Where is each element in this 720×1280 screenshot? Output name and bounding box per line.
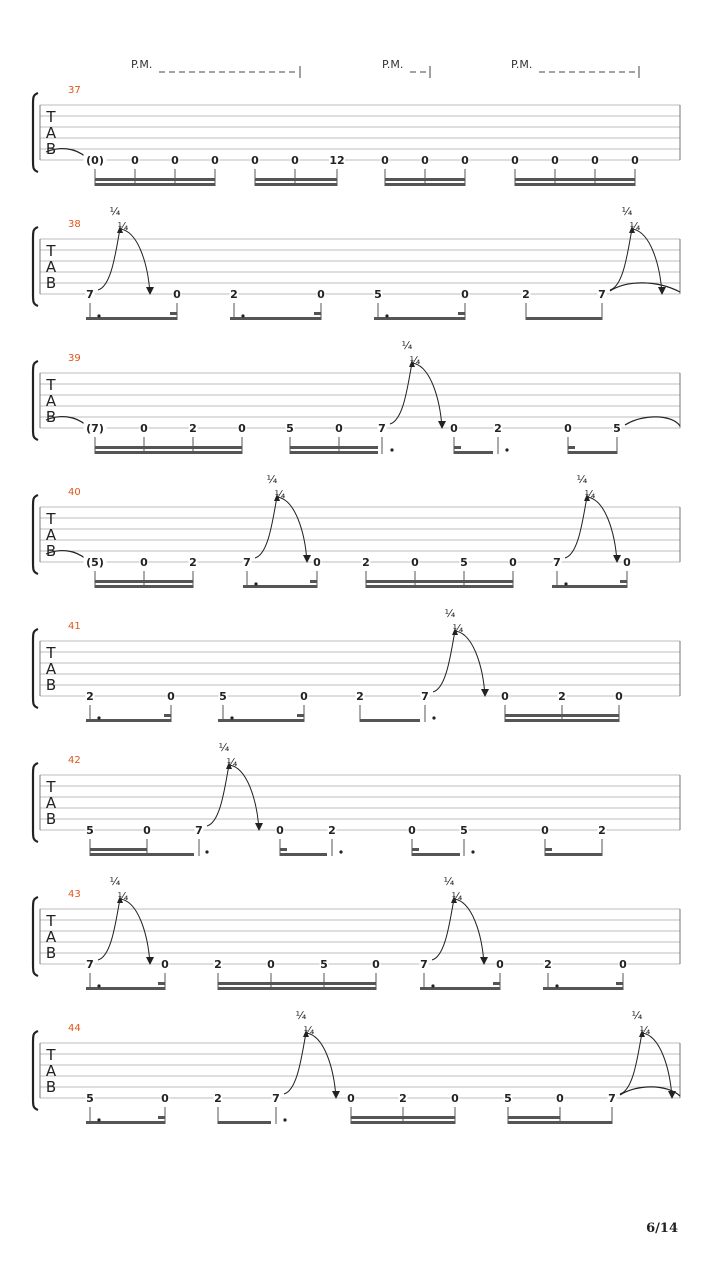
fret-number: 0	[461, 154, 469, 167]
bend-curve	[98, 899, 120, 960]
fret-number: 0	[291, 154, 299, 167]
bend-amount: ¼	[639, 1024, 651, 1037]
beam	[412, 853, 460, 856]
fret-number: (5)	[86, 556, 104, 569]
fret-number: 0	[131, 154, 139, 167]
fret-number: 2	[399, 1092, 407, 1105]
beam	[420, 987, 500, 990]
beam	[366, 580, 513, 583]
fret-number: 0	[171, 154, 179, 167]
fret-number: 5	[460, 556, 468, 569]
dotted-note	[241, 314, 244, 317]
palm-mute-label: P.M.	[382, 58, 404, 71]
tie-arc	[625, 417, 680, 426]
beam	[90, 853, 194, 856]
fret-number: 0	[143, 824, 151, 837]
beam-stub	[458, 312, 465, 315]
beam-stub	[568, 446, 575, 449]
dotted-note	[283, 1118, 286, 1121]
beam	[543, 987, 623, 990]
fret-number: 7	[378, 422, 386, 435]
measure-number: 40	[68, 487, 81, 498]
fret-number: 0	[564, 422, 572, 435]
beam	[515, 183, 635, 186]
tab-clef-letter: T	[46, 108, 56, 126]
bend-amount: ¼	[117, 220, 129, 233]
beam-stub	[620, 580, 627, 583]
fret-number: 7	[272, 1092, 280, 1105]
beam	[351, 1121, 455, 1124]
beam	[255, 178, 337, 181]
dotted-note	[505, 448, 508, 451]
dotted-note	[471, 850, 474, 853]
fret-number: 0	[509, 556, 517, 569]
beam-stub	[170, 312, 177, 315]
tab-clef-letter: B	[45, 408, 57, 426]
fret-number: 2	[544, 958, 552, 971]
tab-clef-letter: A	[45, 124, 57, 142]
fret-number: 2	[494, 422, 502, 435]
measure-number: 43	[68, 889, 81, 900]
fret-number: 0	[541, 824, 549, 837]
fret-number: 2	[189, 556, 197, 569]
fret-number: 0	[421, 154, 429, 167]
beam	[280, 853, 327, 856]
beam-stub	[454, 446, 461, 449]
beam	[95, 451, 242, 454]
tab-clef-letter: T	[46, 778, 56, 796]
bend-amount: ¼	[443, 875, 455, 888]
bend-curve	[432, 899, 454, 960]
beam-stub	[164, 714, 171, 717]
fret-number: 5	[86, 824, 94, 837]
bend-amount: ¼	[451, 890, 463, 903]
measure-number: 42	[68, 755, 81, 766]
bend-curve	[284, 1033, 306, 1094]
fret-number: 0	[411, 556, 419, 569]
tab-clef-letter: T	[46, 644, 56, 662]
fret-number: 7	[86, 288, 94, 301]
fret-number: 0	[496, 958, 504, 971]
beam-stub	[508, 1116, 560, 1119]
beam	[515, 178, 635, 181]
fret-number: 0	[335, 422, 343, 435]
beam-stub	[412, 848, 419, 851]
beam-stub	[90, 848, 147, 851]
beam-stub	[158, 1116, 165, 1119]
measure-42	[33, 741, 680, 856]
measure-39	[33, 339, 680, 454]
tab-clef-letter: B	[45, 140, 57, 158]
tab-clef-letter: B	[45, 1078, 57, 1096]
bend-amount: ¼	[444, 607, 456, 620]
fret-number: 2	[230, 288, 238, 301]
fret-number: 0	[450, 422, 458, 435]
bend-amount: ¼	[303, 1024, 315, 1037]
beam	[385, 178, 465, 181]
bend-amount: ¼	[109, 875, 121, 888]
tie-arc	[610, 283, 680, 292]
beam-stub	[280, 848, 287, 851]
fret-number: 0	[501, 690, 509, 703]
measure-37	[33, 85, 680, 186]
beam	[255, 183, 337, 186]
palm-mute-label: P.M.	[511, 58, 533, 71]
bend-curve	[98, 229, 120, 290]
tab-clef-letter: A	[45, 794, 57, 812]
system-bracket	[33, 629, 38, 708]
fret-number: 0	[167, 690, 175, 703]
dotted-note	[555, 984, 558, 987]
bend-amount: ¼	[409, 354, 421, 367]
beam	[290, 451, 378, 454]
fret-number: 0	[173, 288, 181, 301]
fret-number: 2	[189, 422, 197, 435]
measure-number: 39	[68, 353, 81, 364]
beam	[552, 585, 627, 588]
beam-stub	[297, 714, 304, 717]
fret-number: 0	[451, 1092, 459, 1105]
fret-number: 5	[286, 422, 294, 435]
page-number: 6/14	[646, 1221, 678, 1236]
dotted-note	[339, 850, 342, 853]
beam-stub	[493, 982, 500, 985]
beam	[385, 183, 465, 186]
fret-number: (7)	[86, 422, 104, 435]
beam	[243, 585, 317, 588]
dotted-note	[97, 716, 100, 719]
dotted-note	[432, 716, 435, 719]
dotted-note	[230, 716, 233, 719]
bend-amount: ¼	[109, 205, 121, 218]
beam	[360, 719, 420, 722]
fret-number: 0	[140, 556, 148, 569]
tab-clef-letter: B	[45, 542, 57, 560]
fret-number: 7	[553, 556, 561, 569]
dotted-note	[97, 984, 100, 987]
tab-clef-letter: B	[45, 274, 57, 292]
bend-amount: ¼	[226, 756, 238, 769]
fret-number: 12	[329, 154, 345, 167]
fret-number: 0	[317, 288, 325, 301]
bend-amount: ¼	[621, 205, 633, 218]
dotted-note	[390, 448, 393, 451]
fret-number: 7	[420, 958, 428, 971]
fret-number: 2	[558, 690, 566, 703]
fret-number: 0	[267, 958, 275, 971]
beam-stub	[310, 580, 317, 583]
dotted-note	[254, 582, 257, 585]
measure-43	[33, 875, 680, 990]
fret-number: 0	[211, 154, 219, 167]
fret-number: 7	[243, 556, 251, 569]
bend-curve	[390, 363, 412, 424]
bend-amount: ¼	[401, 339, 413, 352]
beam	[545, 853, 602, 856]
tab-clef-letter: A	[45, 258, 57, 276]
bend-curve	[610, 229, 632, 290]
fret-number: 2	[362, 556, 370, 569]
dotted-note	[431, 984, 434, 987]
fret-number: 7	[598, 288, 606, 301]
tab-clef-letter: T	[46, 912, 56, 930]
beam	[95, 580, 193, 583]
dotted-note	[97, 1118, 100, 1121]
system-bracket	[33, 1031, 38, 1110]
beam	[218, 1121, 271, 1124]
fret-number: 2	[356, 690, 364, 703]
system-bracket	[33, 93, 38, 172]
beam-stub	[314, 312, 321, 315]
tab-clef-letter: B	[45, 944, 57, 962]
fret-number: 0	[161, 1092, 169, 1105]
fret-number: 5	[613, 422, 621, 435]
fret-number: 0	[551, 154, 559, 167]
bend-curve	[255, 497, 277, 558]
bend-amount: ¼	[452, 622, 464, 635]
fret-number: 2	[86, 690, 94, 703]
measure-number: 37	[68, 85, 81, 96]
bend-amount: ¼	[295, 1009, 307, 1022]
fret-number: 0	[619, 958, 627, 971]
bend-amount: ¼	[631, 1009, 643, 1022]
beam-stub	[545, 848, 552, 851]
fret-number: 0	[461, 288, 469, 301]
beam	[218, 719, 304, 722]
beam	[86, 1121, 165, 1124]
fret-number: 0	[631, 154, 639, 167]
fret-number: 0	[381, 154, 389, 167]
palm-mute-label: P.M.	[131, 58, 153, 71]
bend-amount: ¼	[584, 488, 596, 501]
dotted-note	[205, 850, 208, 853]
beam	[366, 585, 513, 588]
tab-clef-letter: B	[45, 676, 57, 694]
fret-number: 0	[276, 824, 284, 837]
system-bracket	[33, 763, 38, 842]
beam	[290, 446, 378, 449]
fret-number: 7	[608, 1092, 616, 1105]
fret-number: 0	[347, 1092, 355, 1105]
fret-number: 0	[300, 690, 308, 703]
beam	[95, 446, 242, 449]
measure-38	[33, 205, 680, 320]
beam	[86, 987, 165, 990]
bend-amount: ¼	[629, 220, 641, 233]
beam	[508, 1121, 612, 1124]
tab-clef-letter: A	[45, 660, 57, 678]
fret-number: 0	[251, 154, 259, 167]
fret-number: 5	[219, 690, 227, 703]
bend-curve	[207, 765, 229, 826]
tab-clef-letter: B	[45, 810, 57, 828]
bend-amount: ¼	[117, 890, 129, 903]
beam	[526, 317, 602, 320]
beam	[568, 451, 617, 454]
fret-number: 7	[421, 690, 429, 703]
bend-curve	[620, 1033, 642, 1094]
measure-number: 41	[68, 621, 81, 632]
tab-clef-letter: A	[45, 928, 57, 946]
beam-stub	[616, 982, 623, 985]
fret-number: 2	[214, 958, 222, 971]
beam	[454, 451, 493, 454]
fret-number: 7	[195, 824, 203, 837]
fret-number: 0	[591, 154, 599, 167]
measure-number: 38	[68, 219, 81, 230]
tab-clef-letter: A	[45, 392, 57, 410]
beam-stub	[158, 982, 165, 985]
tab-clef-letter: A	[45, 526, 57, 544]
tab-clef-letter: A	[45, 1062, 57, 1080]
fret-number: 2	[214, 1092, 222, 1105]
measure-44	[33, 1009, 680, 1124]
fret-number: 7	[86, 958, 94, 971]
dotted-note	[97, 314, 100, 317]
fret-number: 2	[598, 824, 606, 837]
fret-number: 2	[328, 824, 336, 837]
fret-number: (0)	[86, 154, 104, 167]
measure-40	[33, 473, 680, 588]
beam	[505, 714, 619, 717]
fret-number: 0	[623, 556, 631, 569]
fret-number: 0	[372, 958, 380, 971]
fret-number: 5	[504, 1092, 512, 1105]
tab-clef-letter: T	[46, 1046, 56, 1064]
fret-number: 0	[161, 958, 169, 971]
tab-clef-letter: T	[46, 376, 56, 394]
tab-clef-letter: T	[46, 242, 56, 260]
bend-amount: ¼	[274, 488, 286, 501]
system-bracket	[33, 495, 38, 574]
beam	[218, 987, 376, 990]
system-bracket	[33, 227, 38, 306]
beam	[95, 178, 215, 181]
measure-number: 44	[68, 1023, 81, 1034]
system-bracket	[33, 361, 38, 440]
fret-number: 5	[374, 288, 382, 301]
fret-number: 0	[140, 422, 148, 435]
bend-amount: ¼	[576, 473, 588, 486]
bend-curve	[433, 631, 455, 692]
bend-amount: ¼	[218, 741, 230, 754]
fret-number: 0	[556, 1092, 564, 1105]
beam	[95, 585, 193, 588]
fret-number: 0	[408, 824, 416, 837]
fret-number: 0	[511, 154, 519, 167]
bend-amount: ¼	[266, 473, 278, 486]
system-bracket	[33, 897, 38, 976]
fret-number: 5	[320, 958, 328, 971]
fret-number: 0	[238, 422, 246, 435]
beam	[505, 719, 619, 722]
bend-curve	[565, 497, 587, 558]
beam	[351, 1116, 455, 1119]
beam	[218, 982, 376, 985]
beam	[95, 183, 215, 186]
fret-number: 0	[615, 690, 623, 703]
fret-number: 5	[460, 824, 468, 837]
fret-number: 0	[313, 556, 321, 569]
fret-number: 2	[522, 288, 530, 301]
fret-number: 5	[86, 1092, 94, 1105]
dotted-note	[385, 314, 388, 317]
measure-41	[33, 607, 680, 722]
dotted-note	[564, 582, 567, 585]
tab-clef-letter: T	[46, 510, 56, 528]
